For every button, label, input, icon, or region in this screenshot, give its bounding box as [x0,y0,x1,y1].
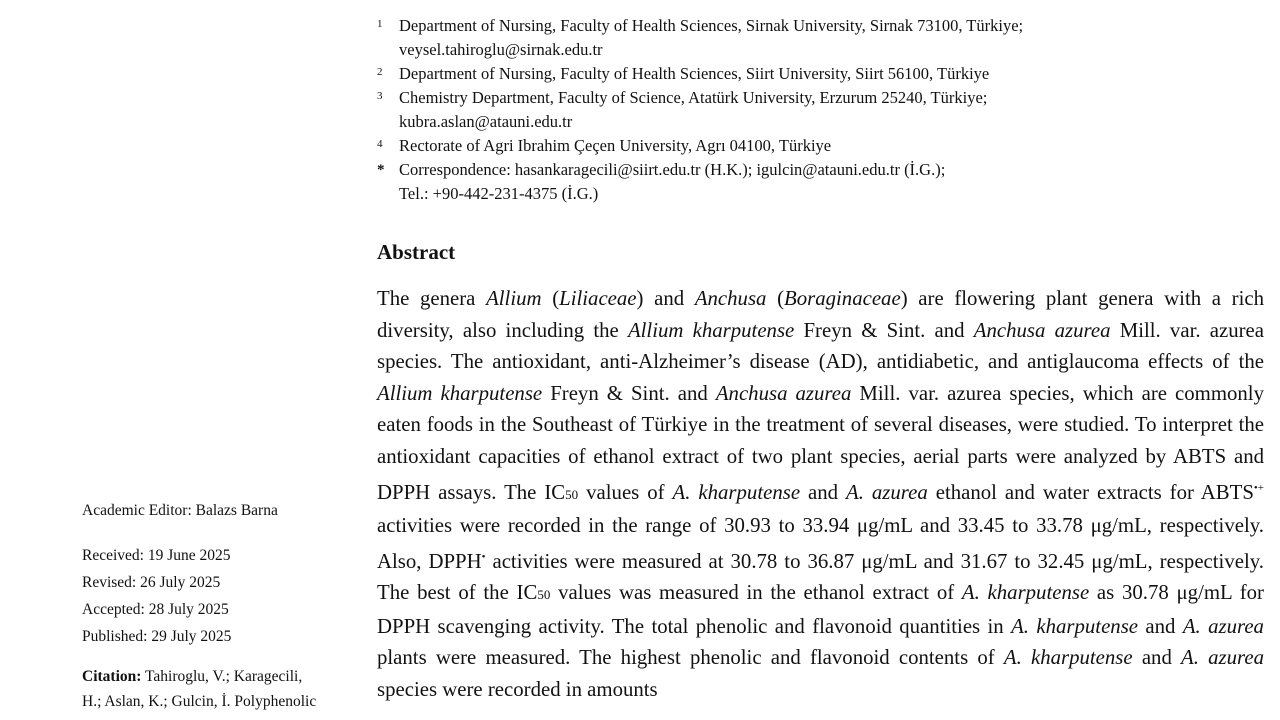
abstract-text: values of [578,480,673,504]
abstract-species: Allium kharputense [627,318,795,342]
citation-line [82,664,352,689]
affiliation-marker: 1 [377,18,383,30]
abstract-text: Freyn & Sint. and [542,381,716,405]
abstract-species: A. kharputense [961,581,1090,605]
abstract-text: ( [541,287,560,310]
affiliation-text: Rectorate of Agri Ibrahim Çeçen University, Agrı 04100, Türkiye [399,136,832,155]
abstract-species: A. azurea [846,480,928,504]
affiliation-4 [377,134,1237,158]
abstract-species: Anchusa azurea [973,318,1111,342]
ic50-subscript: 50 [537,587,551,603]
published-date: Published: 29 July 2025 [82,628,232,645]
radical-superscript: •+ [1253,481,1264,494]
abstract-text: and [1132,646,1182,670]
correspondence-emails[interactable]: Correspondence: hasankaragecili@siirt.edu.tr (H.K.); igulcin@atauni.edu.tr (İ.G.); [399,160,946,179]
correspondence-phone: Tel.: +90-442-231-4375 (İ.G.) [399,184,599,203]
abstract-text: The genera [377,287,487,310]
abstract-species: Anchusa azurea [715,381,852,405]
citation-block [82,664,352,714]
abstract-family: Liliaceae [559,287,637,310]
abstract-genus: Anchusa [694,287,767,310]
abstract-text: Mill. var. azurea species. The antioxidant, anti-Alzheimer’s disease (AD), antidiabetic, and antiglaucoma effects of the [377,318,1265,374]
affiliation-marker: 3 [377,90,383,102]
revised-date: Revised: 26 July 2025 [82,574,221,591]
affiliation-marker: 2 [377,66,383,78]
correspondence-marker: * [377,162,385,178]
ic50-subscript: 50 [565,486,579,502]
academic-editor: Academic Editor: Balazs Barna [82,502,278,519]
abstract-text: and [1138,614,1183,638]
correspondence [377,158,1237,206]
citation-line: H.; Aslan, K.; Gulcin, İ. Polyphenolic [82,693,317,710]
abstract-text: ethanol and water extracts for ABTS [927,480,1254,504]
abstract-text: species were recorded in amounts [377,677,658,701]
abstract-species: A. kharputense [1003,646,1133,670]
affiliation-1 [377,14,1237,62]
abstract-text: activities were measured at 30.78 to 36.87 μg/mL and 31.67 to 32.45 μg/mL, respectively. The best of the IC [377,549,1264,605]
abstract-body [377,283,1264,706]
abstract-text: Mill. var. azurea species, which are commonly eaten foods in the Southeast of Türkiye in the treatment of several diseases, were studied. To interpret the antioxidant capacities of ethanol extract of two plant species, aerial parts were analyzed by ABTS and DPPH assays. The IC [377,381,1264,504]
affiliation-marker: 4 [377,138,383,150]
accepted-date: Accepted: 28 July 2025 [82,601,229,618]
abstract-species: A. azurea [1182,614,1264,638]
abstract-text: ) are flowering plant genera with a rich diversity, also including the [377,287,1265,342]
abstract-text: activities were recorded in the range of 30.93 to 33.94 μg/mL and 33.45 to 33.78 μg/mL, respectively. Also, DPPH [377,514,1264,573]
abstract-paragraph [377,283,1264,706]
abstract-species: A. kharputense [1011,614,1139,638]
abstract-species: A. azurea [1181,646,1264,670]
affiliation-text: Department of Nursing, Faculty of Health Sciences, Sirnak University, Sirnak 73100, Türkiye; [399,16,1024,35]
abstract-text: ( [766,287,785,310]
abstract-text: values was measured in the ethanol extract of [550,581,962,605]
affiliation-text: Chemistry Department, Faculty of Science, Atatürk University, Erzurum 25240, Türkiye; [399,88,988,107]
affiliation-2 [377,62,1237,86]
affiliation-text: Department of Nursing, Faculty of Health Sciences, Siirt University, Siirt 56100, Türkiye [399,64,990,83]
abstract-text: plants were measured. The highest phenolic and flavonoid contents of [377,646,1004,670]
citation-authors: Tahiroglu, V.; Karagecili, [141,668,303,685]
abstract-species: Allium kharputense [377,381,543,405]
affiliation-email[interactable]: kubra.aslan@atauni.edu.tr [399,112,573,131]
abstract-species: A. kharputense [672,480,801,504]
abstract-heading: Abstract [377,240,456,264]
citation-label: Citation: [82,668,142,685]
publication-dates [82,542,352,650]
radical-superscript: • [481,550,486,563]
abstract-text: ) and [636,287,695,310]
abstract-text: Freyn & Sint. and [794,318,974,342]
affiliation-email[interactable]: veysel.tahiroglu@sirnak.edu.tr [399,40,603,59]
abstract-family: Boraginaceae [784,287,901,310]
abstract-genus: Allium [486,287,542,310]
affiliations-list [377,14,1237,206]
received-date: Received: 19 June 2025 [82,547,231,564]
affiliation-3 [377,86,1237,134]
abstract-text: and [800,480,847,504]
abstract-text: as 30.78 μg/mL for DPPH scavenging activity. The total phenolic and flavonoid quantities in [377,581,1264,638]
